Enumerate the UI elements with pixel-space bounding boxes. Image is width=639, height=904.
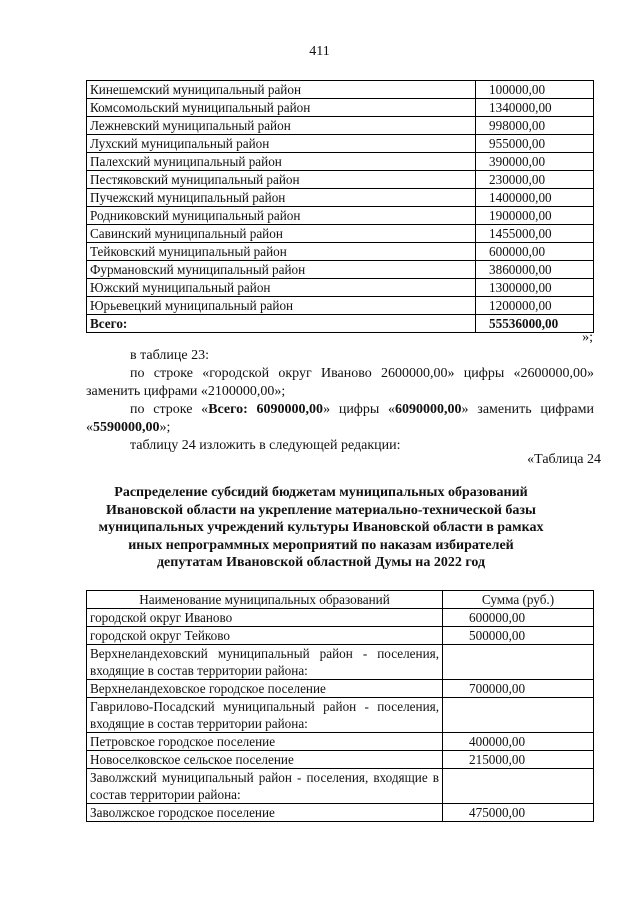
amount-cell: 1400000,00	[476, 189, 594, 207]
amendment-intro: в таблице 23:	[130, 348, 209, 363]
subsidy-table-24	[86, 590, 594, 822]
table-row	[87, 751, 594, 769]
amount-cell: 1455000,00	[476, 225, 594, 243]
table-caption: Распределение субсидий бюджетам муниципальных образований Ивановской области на укрепление материально-технической базы муниципальных учреждений культуры Ивановской области в рамках иных непрограммных мероприятий по наказам избирателей депутатам Ивановской областной Думы на 2022 год	[98, 485, 544, 570]
amount-cell: 215000,00	[443, 751, 594, 769]
municipality-cell: Родниковский муниципальный район	[87, 207, 476, 225]
amount-cell: 1900000,00	[476, 207, 594, 225]
table-header-row	[87, 591, 594, 609]
amount-cell: 955000,00	[476, 135, 594, 153]
table-row	[87, 189, 594, 207]
amount-cell: 600000,00	[443, 609, 594, 627]
municipality-cell: Палехский муниципальный район	[87, 153, 476, 171]
table-row	[87, 243, 594, 261]
municipality-cell: Гаврилово-Посадский муниципальный район - поселения, входящие в состав территории района:	[87, 698, 443, 733]
amount-cell	[443, 698, 594, 733]
municipality-cell: Заволжский муниципальный район - поселения, входящие в состав территории района:	[87, 769, 443, 804]
table-row	[87, 733, 594, 751]
amount-cell: 600000,00	[476, 243, 594, 261]
municipality-cell: Петровское городское поселение	[87, 733, 443, 751]
amount-cell: 998000,00	[476, 117, 594, 135]
municipality-cell: Комсомольский муниципальный район	[87, 99, 476, 117]
table-row	[87, 645, 594, 680]
table-row	[87, 698, 594, 733]
bold-fragment: Всего: 6090000,00	[208, 402, 324, 417]
municipality-cell: Верхнеландеховский муниципальный район - поселения, входящие в состав территории района:	[87, 645, 443, 680]
table-row	[87, 261, 594, 279]
amendment-table-24: таблицу 24 изложить в следующей редакции:	[130, 438, 401, 453]
text-fragment: по строке «	[130, 402, 209, 417]
bold-fragment: 5590000,00	[93, 420, 160, 435]
table-row	[87, 627, 594, 645]
municipality-cell: Южский муниципальный район	[87, 279, 476, 297]
amendment-row-total	[86, 401, 594, 437]
amount-cell	[443, 769, 594, 804]
amount-cell: 400000,00	[443, 733, 594, 751]
table-row	[87, 680, 594, 698]
table-row	[87, 769, 594, 804]
subsidy-table-continued	[86, 80, 594, 333]
table-row	[87, 153, 594, 171]
amount-cell: 500000,00	[443, 627, 594, 645]
municipality-cell: Пестяковский муниципальный район	[87, 171, 476, 189]
municipality-cell: Юрьевецкий муниципальный район	[87, 297, 476, 315]
table-row	[87, 297, 594, 315]
municipality-cell: Пучежский муниципальный район	[87, 189, 476, 207]
municipality-cell: Лухский муниципальный район	[87, 135, 476, 153]
municipality-cell: Лежневский муниципальный район	[87, 117, 476, 135]
column-header-sum: Сумма (руб.)	[443, 591, 594, 609]
table-row	[87, 99, 594, 117]
table-row	[87, 207, 594, 225]
total-value: 55536000,00	[476, 315, 594, 333]
amount-cell	[443, 645, 594, 680]
bold-fragment: 6090000,00	[395, 402, 462, 417]
text-fragment: » цифры «	[323, 402, 396, 417]
amount-cell: 1300000,00	[476, 279, 594, 297]
amount-cell: 1200000,00	[476, 297, 594, 315]
municipality-cell: Заволжское городское поселение	[87, 804, 443, 822]
table-label: «Таблица 24	[527, 452, 601, 467]
municipality-cell: городской округ Тейково	[87, 627, 443, 645]
municipality-cell: Новоселковское сельское поселение	[87, 751, 443, 769]
text-fragment: »;	[159, 420, 171, 435]
amount-cell: 230000,00	[476, 171, 594, 189]
table-row	[87, 171, 594, 189]
amount-cell: 390000,00	[476, 153, 594, 171]
page-number: 411	[309, 44, 330, 59]
amount-cell: 100000,00	[476, 81, 594, 99]
amendment-row-ivanovo: по строке «городской округ Иваново 2600000,00» цифры «2600000,00» заменить цифрами «2100000,00»;	[86, 366, 594, 399]
amount-cell: 1340000,00	[476, 99, 594, 117]
text-fragment: » заменить цифрами «	[86, 402, 594, 435]
table-row	[87, 81, 594, 99]
amount-cell: 475000,00	[443, 804, 594, 822]
municipality-cell: Тейковский муниципальный район	[87, 243, 476, 261]
municipality-cell: Савинский муниципальный район	[87, 225, 476, 243]
table-row	[87, 279, 594, 297]
amount-cell: 700000,00	[443, 680, 594, 698]
municipality-cell: Верхнеландеховское городское поселение	[87, 680, 443, 698]
total-label: Всего:	[87, 315, 476, 333]
municipality-cell: Кинешемский муниципальный район	[87, 81, 476, 99]
amount-cell: 3860000,00	[476, 261, 594, 279]
table-row	[87, 117, 594, 135]
table-row	[87, 609, 594, 627]
closing-quote: »;	[582, 330, 593, 345]
table-row	[87, 804, 594, 822]
total-row	[87, 315, 594, 333]
column-header-name: Наименование муниципальных образований	[87, 591, 443, 609]
table-row	[87, 225, 594, 243]
table-row	[87, 135, 594, 153]
municipality-cell: городской округ Иваново	[87, 609, 443, 627]
municipality-cell: Фурмановский муниципальный район	[87, 261, 476, 279]
